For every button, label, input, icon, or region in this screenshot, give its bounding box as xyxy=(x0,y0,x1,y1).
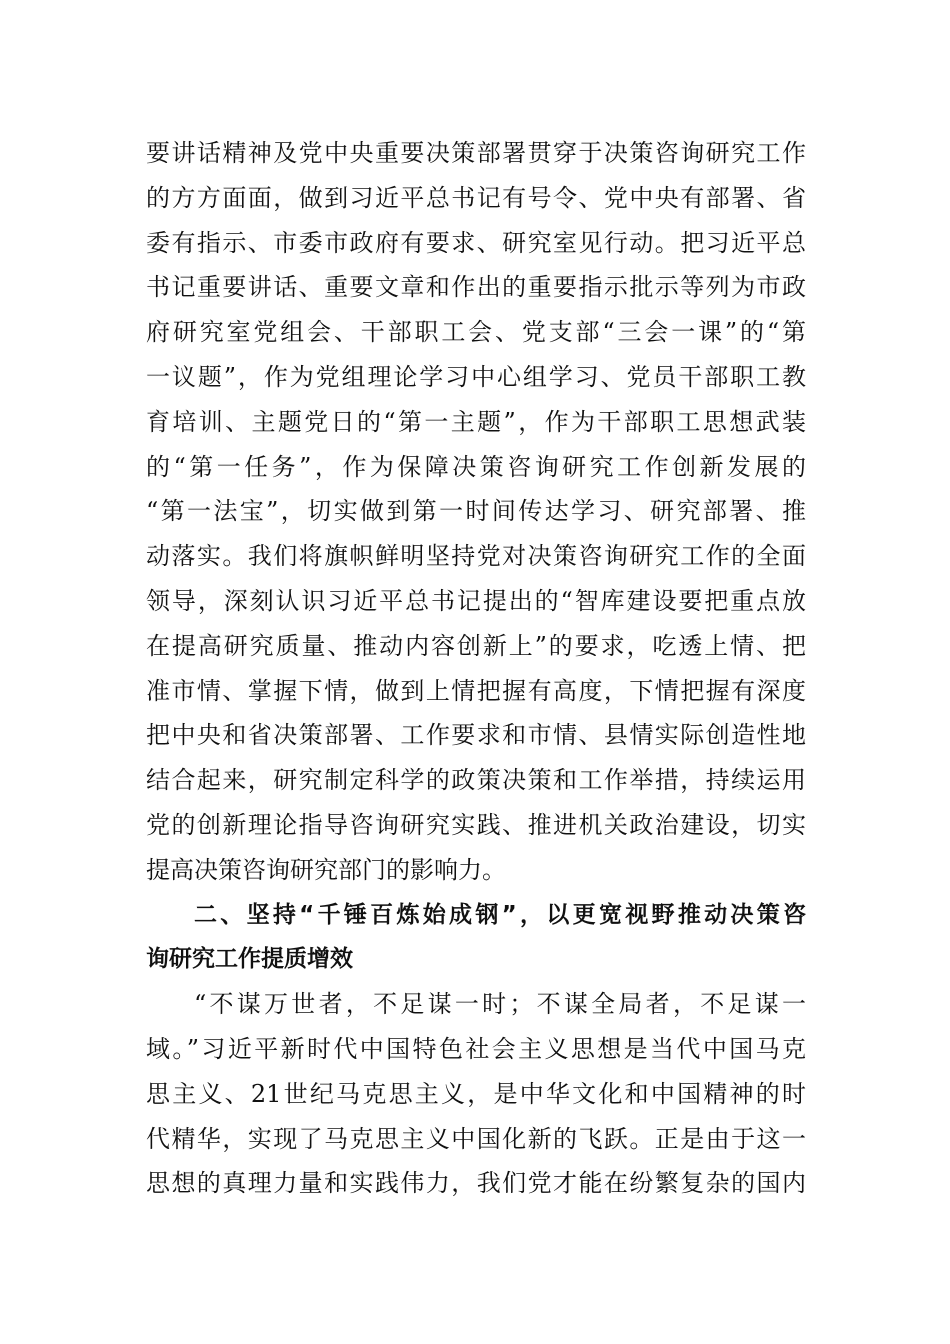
text-line: 领导，深刻认识习近平总书记提出的“智库建设要把重点放 xyxy=(146,586,806,615)
heading-line: 询研究工作提质增效 xyxy=(146,946,353,973)
text-line: 域。”习近平新时代中国特色社会主义思想是当代中国马克 xyxy=(146,1034,806,1063)
document-page xyxy=(146,131,806,1206)
paragraph-1 xyxy=(146,131,806,893)
text-line: 思想的真理力量和实践伟力，我们党才能在纷繁复杂的国内 xyxy=(146,1169,806,1198)
text-line: 结合起来，研究制定科学的政策决策和工作举措，持续运用 xyxy=(146,766,806,795)
heading-line: 二、坚持“千锤百炼始成钢”，以更宽视野推动决策咨 xyxy=(194,901,806,928)
text-line: “第一法宝”，切实做到第一时间传达学习、研究部署、推 xyxy=(146,497,806,526)
text-line: 思主义、21世纪马克思主义，是中华文化和中国精神的时 xyxy=(146,1079,806,1108)
text-line: “不谋万世者，不足谋一时；不谋全局者，不足谋一 xyxy=(194,990,806,1019)
text-line: 准市情、掌握下情，做到上情把握有高度，下情把握有深度 xyxy=(146,676,806,705)
text-line: 育培训、主题党日的“第一主题”，作为干部职工思想武装 xyxy=(146,407,806,436)
paragraph-2 xyxy=(146,982,806,1206)
text-line: 一议题”，作为党组理论学习中心组学习、党员干部职工教 xyxy=(146,362,806,391)
text-line: 的“第一任务”，作为保障决策咨询研究工作创新发展的 xyxy=(146,452,806,481)
section-heading xyxy=(146,893,806,983)
text-line: 书记重要讲话、重要文章和作出的重要指示批示等列为市政 xyxy=(146,273,806,302)
text-line: 的方方面面，做到习近平总书记有号令、党中央有部署、省 xyxy=(146,183,806,212)
text-line: 动落实。我们将旗帜鲜明坚持党对决策咨询研究工作的全面 xyxy=(146,542,806,571)
text-line: 要讲话精神及党中央重要决策部署贯穿于决策咨询研究工作 xyxy=(146,139,806,167)
text-line: 提高决策咨询研究部门的影响力。 xyxy=(146,855,506,884)
text-line: 代精华，实现了马克思主义中国化新的飞跃。正是由于这一 xyxy=(146,1124,806,1153)
text-line: 把中央和省决策部署、工作要求和市情、县情实际创造性地 xyxy=(146,721,806,750)
text-line: 党的创新理论指导咨询研究实践、推进机关政治建设，切实 xyxy=(146,810,806,839)
text-line: 委有指示、市委市政府有要求、研究室见行动。把习近平总 xyxy=(146,228,806,257)
text-line: 在提高研究质量、推动内容创新上”的要求，吃透上情、把 xyxy=(146,631,806,660)
text-line: 府研究室党组会、干部职工会、党支部“三会一课”的“第 xyxy=(146,318,806,347)
